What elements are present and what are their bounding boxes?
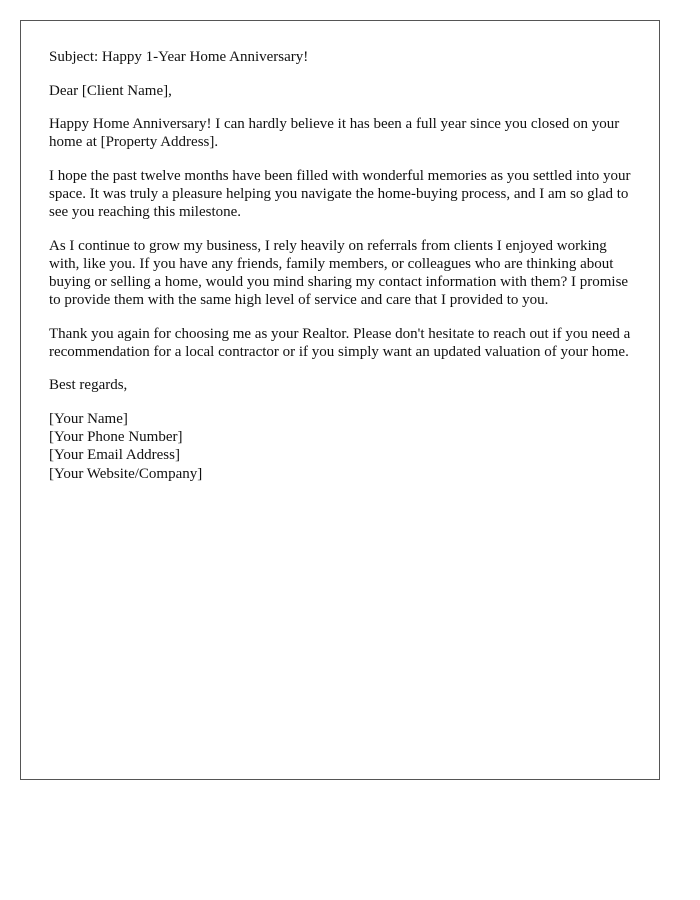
letter-page <box>20 20 660 780</box>
signature-phone: [Your Phone Number] <box>49 429 183 446</box>
signature-name: [Your Name] <box>49 410 128 427</box>
letter-subject: Subject: Happy 1-Year Home Anniversary! <box>49 49 309 65</box>
letter-closing: Best regards, <box>49 377 128 394</box>
letter-salutation: Dear [Client Name], <box>49 82 172 99</box>
letter-body <box>49 48 639 498</box>
letter-paragraph-memories: I hope the past twelve months have been filled with wonderful memories as you settled into your space. It was truly a pleasure helping you navigate the home-buying process, and I am so glad to see you reaching this milestone. <box>49 167 631 221</box>
signature-email: [Your Email Address] <box>49 447 180 464</box>
signature-website: [Your Website/Company] <box>49 465 203 482</box>
letter-paragraph-anniversary: Happy Home Anniversary! I can hardly believe it has been a full year since you closed on your home at [Property Address]. <box>49 116 620 151</box>
letter-paragraph-thanks: Thank you again for choosing me as your Realtor. Please don't hesitate to reach out if you need a recommendation for a local contractor or if you simply want an updated valuation of your home. <box>49 325 631 360</box>
letter-paragraph-referrals: As I continue to grow my business, I rely heavily on referrals from clients I enjoyed working with, like you. If you have any friends, family members, or colleagues who are thinking about buying or selling a home, would you mind sharing my contact information with them? I promise to provide them with the same high level of service and care that I provided to you. <box>49 237 629 309</box>
signature-block <box>49 410 639 483</box>
